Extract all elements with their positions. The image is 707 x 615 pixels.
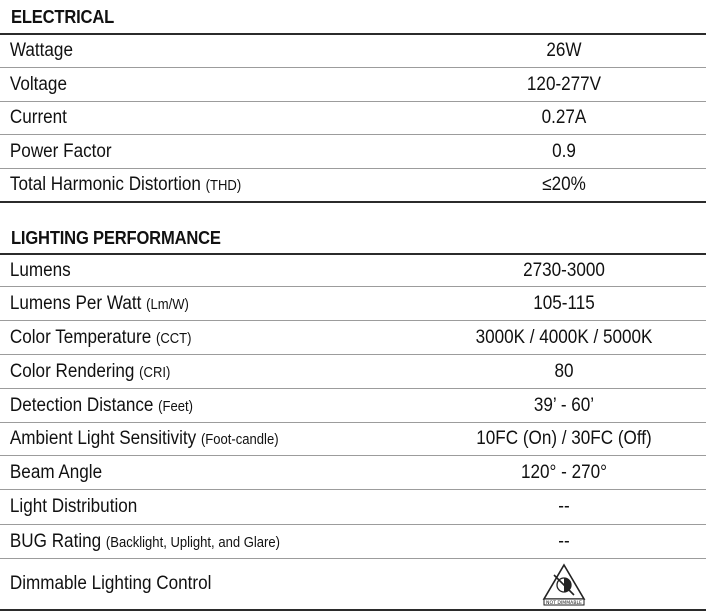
spec-label-note: (Lm/W) — [146, 296, 189, 313]
spec-row-voltage — [0, 68, 706, 102]
spec-label-note: (Foot-candle) — [200, 432, 279, 448]
spec-row-power-factor — [0, 135, 706, 169]
spec-row-lumens-per-watt — [0, 287, 706, 321]
spec-row-cri — [0, 355, 706, 389]
spec-label-note: (CCT) — [155, 330, 192, 347]
spec-value: 120° - 270° — [521, 461, 607, 483]
not-dimmable-icon — [540, 562, 588, 606]
spec-label: Current — [9, 107, 67, 128]
spec-label: Total Harmonic Distortion (THD) — [9, 174, 242, 195]
spec-label: BUG Rating (Backlight, Uplight, and Glare) — [9, 530, 280, 552]
spec-value: 0.27A — [541, 107, 587, 128]
spec-value: 39’ - 60’ — [533, 394, 595, 416]
spec-row-current — [0, 102, 706, 135]
spec-label-note: (CRI) — [139, 364, 171, 381]
spec-value: -- — [558, 530, 570, 552]
spec-value: 3000K / 4000K / 5000K — [475, 326, 653, 348]
spec-label: Power Factor — [9, 140, 112, 162]
spec-label: Light Distribution — [9, 496, 138, 517]
spec-label: Ambient Light Sensitivity (Foot-candle) — [9, 428, 279, 449]
spec-row-wattage — [0, 35, 706, 68]
spec-row-cct — [0, 321, 706, 355]
spec-label: Wattage — [9, 40, 73, 61]
spec-row-lumens — [0, 255, 706, 287]
spec-label: Voltage — [9, 73, 67, 95]
spec-value: 120-277V — [526, 73, 602, 95]
spec-value: 105-115 — [533, 292, 595, 314]
spec-value: ≤20% — [542, 174, 586, 195]
spec-label: Lumens — [9, 259, 71, 281]
electrical-title: ELECTRICAL — [11, 7, 115, 27]
spec-row-thd — [0, 169, 706, 203]
spec-value: 26W — [546, 40, 582, 61]
spec-label: Lumens Per Watt (Lm/W) — [9, 292, 189, 314]
spec-label: Beam Angle — [9, 461, 103, 483]
spec-label: Dimmable Lighting Control — [9, 573, 212, 594]
lighting-title: LIGHTING PERFORMANCE — [11, 228, 221, 248]
spec-label: Color Rendering (CRI) — [9, 360, 171, 382]
spec-value: 2730-3000 — [523, 259, 605, 281]
spec-label-note: (Feet) — [158, 398, 193, 415]
spec-value: 10FC (On) / 30FC (Off) — [476, 428, 652, 449]
spec-row-ambient-sensitivity — [0, 423, 706, 456]
spec-value: 80 — [554, 360, 574, 382]
spec-row-dimmable — [0, 559, 706, 611]
spec-value: 0.9 — [552, 140, 576, 162]
spec-row-light-distribution — [0, 490, 706, 525]
spec-value: -- — [558, 496, 570, 517]
spec-row-beam-angle — [0, 456, 706, 490]
spec-label-note: (Backlight, Uplight, and Glare) — [105, 534, 280, 551]
not-dimmable-icon-text: NOT DIMMABLE — [546, 601, 582, 606]
spec-label: Detection Distance (Feet) — [9, 394, 193, 416]
spec-row-detection-distance — [0, 389, 706, 423]
spec-row-bug-rating — [0, 525, 706, 559]
spec-label: Color Temperature (CCT) — [9, 326, 192, 348]
spec-label-note: (THD) — [205, 178, 242, 194]
